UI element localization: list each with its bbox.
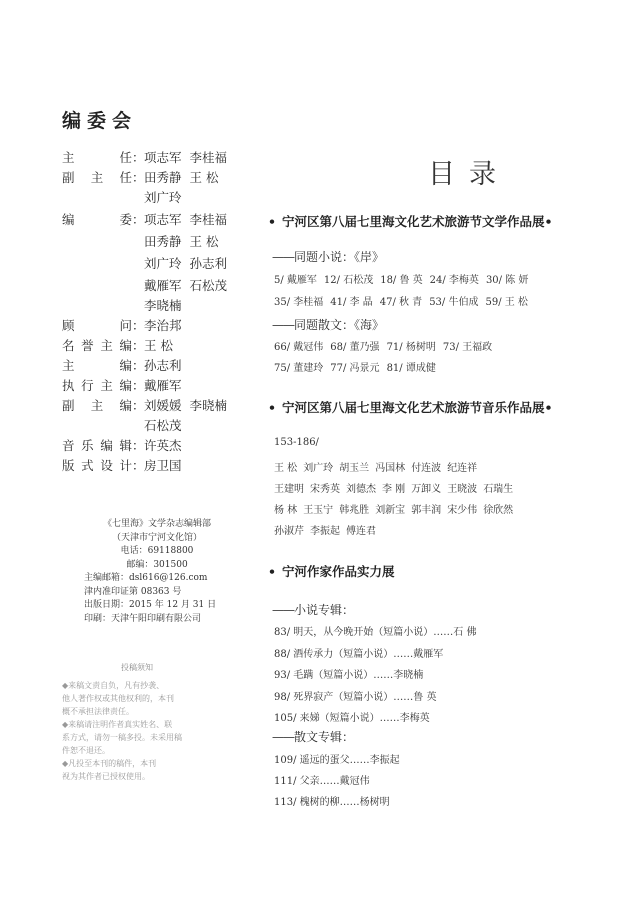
composer-name: 王 松: [274, 463, 298, 474]
toc-entry[interactable]: 53/ 牛伯成: [429, 297, 479, 308]
toc-line: [274, 359, 443, 374]
masthead-row: 音乐编辑：许英杰: [62, 438, 182, 453]
subsection-heading: ——小说专辑：: [272, 603, 355, 617]
toc-entry[interactable]: 153-186/: [274, 437, 319, 448]
member-name: 王 松: [189, 170, 219, 185]
subsection-heading: ——散文专辑：: [272, 730, 355, 744]
composer-name: 宋少伟: [447, 505, 478, 516]
toc-entry[interactable]: 18/ 鲁 英: [380, 275, 423, 286]
toc-line: [274, 338, 499, 353]
member-name: 王 松: [189, 234, 219, 249]
member-name: 李晓楠: [189, 398, 228, 413]
toc-entry[interactable]: 81/ 谭成健: [386, 363, 436, 374]
toc-line: [274, 271, 535, 286]
toc-entry[interactable]: 59/ 王 松: [485, 297, 528, 308]
member-name: 李桂福: [189, 150, 228, 165]
member-name: 李桂福: [189, 212, 228, 227]
member-name: 房卫国: [144, 458, 182, 473]
bullet-icon: •: [544, 214, 553, 229]
notice-line: ◆来稿请注明作者真实姓名、联: [62, 720, 173, 729]
composer-name: 王玉宁: [303, 505, 334, 516]
member-name: 项志军: [144, 212, 182, 227]
imprint-line: 印刷：天津午阳印刷有限公司: [84, 613, 202, 624]
toc-entry[interactable]: 109/ 遥远的蛋父……李振起: [274, 755, 400, 766]
composer-name: 傅连君: [346, 526, 376, 537]
member-name: 石松茂: [144, 418, 182, 433]
toc-entry[interactable]: 98/ 死界寂产（短篇小说）……鲁 英: [274, 692, 437, 703]
toc-entry[interactable]: 75/ 董建玲: [274, 363, 324, 374]
role-label: 副主任: [62, 170, 132, 185]
composer-name: 纪连祥: [447, 463, 478, 474]
masthead-row: [62, 296, 190, 314]
notice-line: ◆凡投至本刊的稿件，本刊: [62, 759, 157, 768]
section-heading: • 宁河作家作品实力展: [268, 564, 395, 579]
toc-entry[interactable]: 35/ 李桂福: [274, 297, 324, 308]
role-label: 主编: [62, 358, 132, 373]
imprint-line: 津内准印证第 08363 号: [84, 586, 182, 597]
member-name: 田秀静: [144, 234, 182, 249]
bullet-icon: •: [268, 400, 276, 415]
composer-row: [274, 480, 519, 495]
masthead-row: 版式设计：房卫国: [62, 458, 182, 473]
masthead-row: [62, 188, 190, 206]
member-name: 刘媛媛: [144, 398, 182, 413]
notice-title: 投稿须知: [121, 663, 153, 672]
toc-line: [274, 293, 535, 308]
composer-name: 王晓波: [447, 484, 478, 495]
composer-row: [274, 501, 519, 516]
composer-name: 石瑞生: [483, 484, 514, 495]
composer-row: [274, 459, 483, 474]
masthead-row: 主任：项志军 李桂福: [62, 150, 228, 165]
member-name: 戴雁军: [144, 278, 182, 293]
toc-entry[interactable]: 24/ 李梅英: [429, 275, 479, 286]
member-name: 石松茂: [189, 278, 228, 293]
role-label: 名誉主编: [62, 338, 132, 353]
composer-name: 胡玉兰: [339, 463, 370, 474]
member-name: 项志军: [144, 150, 182, 165]
section-heading: • 宁河区第八届七里海文化艺术旅游节音乐作品展•: [268, 400, 553, 415]
role-label: 主任: [62, 150, 132, 165]
composer-name: 宋秀英: [310, 484, 340, 495]
member-name: 李晓楠: [144, 298, 182, 313]
masthead-row: 顾问：李治邦: [62, 318, 182, 333]
toc-entry[interactable]: 83/ 明天，从今晚开始（短篇小说）……石 佛: [274, 627, 477, 638]
toc-entry[interactable]: 71/ 杨树明: [386, 342, 436, 353]
section-heading: • 宁河区第八届七里海文化艺术旅游节文学作品展•: [268, 214, 553, 229]
toc-entry[interactable]: 68/ 董乃强: [330, 342, 380, 353]
notice-line: 系方式，请勿一稿多投。未采用稿: [62, 733, 182, 742]
toc-entry[interactable]: 41/ 李 晶: [330, 297, 373, 308]
toc-entry[interactable]: 30/ 陈 妍: [485, 275, 529, 286]
member-name: 许英杰: [144, 438, 182, 453]
toc-entry[interactable]: 88/ 酒传承力（短篇小说）……戴雁军: [274, 649, 444, 660]
role-label: 顾问: [62, 318, 132, 333]
masthead-row: 编委：项志军 李桂福: [62, 212, 228, 227]
bullet-icon: •: [544, 400, 553, 415]
toc-entry[interactable]: 5/ 戴雁军: [274, 275, 317, 286]
masthead-row: [62, 416, 190, 434]
imprint-line: 出版日期：2015 年 12 月 31 日: [84, 600, 217, 610]
member-name: 戴雁军: [144, 378, 182, 393]
composer-name: 徐欣然: [483, 505, 514, 516]
notice-line: ◆来稿文责自负，凡有抄袭、: [62, 681, 165, 690]
subsection-heading: ——同题小说：《岸》: [272, 250, 385, 264]
toc-entry[interactable]: 105/ 来娣（短篇小说）……李梅英: [274, 713, 430, 724]
toc-title: 目录: [428, 159, 510, 190]
composer-name: 刘德杰: [346, 484, 376, 495]
notice-line: 概不承担法律责任。: [62, 707, 134, 716]
member-name: 孙志利: [189, 256, 228, 271]
notice-line: 件恕不退还。: [62, 746, 110, 755]
composer-name: 万卸义: [411, 484, 442, 495]
composer-name: 刘广玲: [303, 463, 334, 474]
member-name: 田秀静: [144, 170, 182, 185]
notice-line: 视为其作者已授权使用。: [62, 772, 150, 781]
composer-name: 刘新宝: [375, 505, 406, 516]
composer-name: 韩兆胜: [339, 505, 370, 516]
imprint-line: 邮编：301500: [126, 559, 188, 570]
submission-notice: [62, 662, 212, 783]
imprint-line: 《七里海》文学杂志编辑部: [102, 519, 211, 529]
toc-entry[interactable]: 73/ 王福政: [442, 342, 493, 353]
composer-name: 冯国林: [375, 463, 406, 474]
imprint-line: 电话：69118800: [120, 546, 194, 556]
masthead-row: 执行主编：戴雁军: [62, 378, 182, 393]
role-label: 副主编: [62, 398, 132, 413]
role-label: 音乐编辑: [62, 438, 132, 453]
notice-line: 他人著作权或其他权利的，本刊: [62, 694, 174, 703]
toc-entry[interactable]: 12/ 石松茂: [323, 275, 374, 286]
imprint-line: 主编邮箱：dsl616@126.com: [84, 573, 208, 583]
board-title: 编委会: [62, 110, 138, 132]
composer-name: 郭丰润: [411, 505, 442, 516]
masthead-row: [62, 254, 235, 272]
role-label: 执行主编: [62, 378, 132, 393]
bullet-icon: •: [268, 214, 276, 229]
masthead-row: 名誉主编：王 松: [62, 338, 173, 353]
masthead-row: 副主任：田秀静 王 松: [62, 170, 219, 185]
composer-name: 杨 林: [274, 505, 298, 516]
toc-entry[interactable]: 113/ 槐树的柳……杨树明: [274, 797, 390, 808]
composer-name: 李振起: [310, 526, 340, 537]
member-name: 刘广玲: [144, 256, 182, 271]
member-name: 李治邦: [144, 318, 182, 333]
composer-row: [274, 522, 382, 537]
masthead-row: [62, 276, 235, 294]
bullet-icon: •: [268, 564, 276, 579]
role-label: 编委: [62, 212, 132, 227]
imprint-block: [62, 518, 252, 626]
member-name: 王 松: [144, 338, 173, 353]
toc-entry[interactable]: 93/ 毛蹒（短篇小说）……李晓楠: [274, 670, 424, 681]
composer-name: 孙淑芹: [274, 526, 304, 537]
role-label: 版式设计: [62, 458, 132, 473]
toc-entry[interactable]: 111/ 父亲……戴冠伟: [274, 776, 370, 787]
masthead-row: 副主编：刘媛媛 李晓楠: [62, 398, 228, 413]
toc-entry[interactable]: 47/ 秋 青: [379, 297, 423, 308]
member-name: 刘广玲: [144, 190, 182, 205]
composer-name: 李 刚: [382, 484, 406, 495]
subsection-heading: ——同题散文：《海》: [272, 318, 385, 332]
imprint-line: （天津市宁河文化馆）: [111, 532, 202, 543]
composer-name: 付连波: [411, 463, 442, 474]
masthead-row: 主编：孙志利: [62, 358, 182, 373]
toc-entry[interactable]: 77/ 冯景元: [330, 363, 380, 374]
member-name: 孙志利: [144, 358, 182, 373]
masthead-row: [62, 232, 227, 250]
composer-name: 王建明: [274, 484, 304, 495]
toc-entry[interactable]: 66/ 戴冠伟: [274, 342, 324, 353]
